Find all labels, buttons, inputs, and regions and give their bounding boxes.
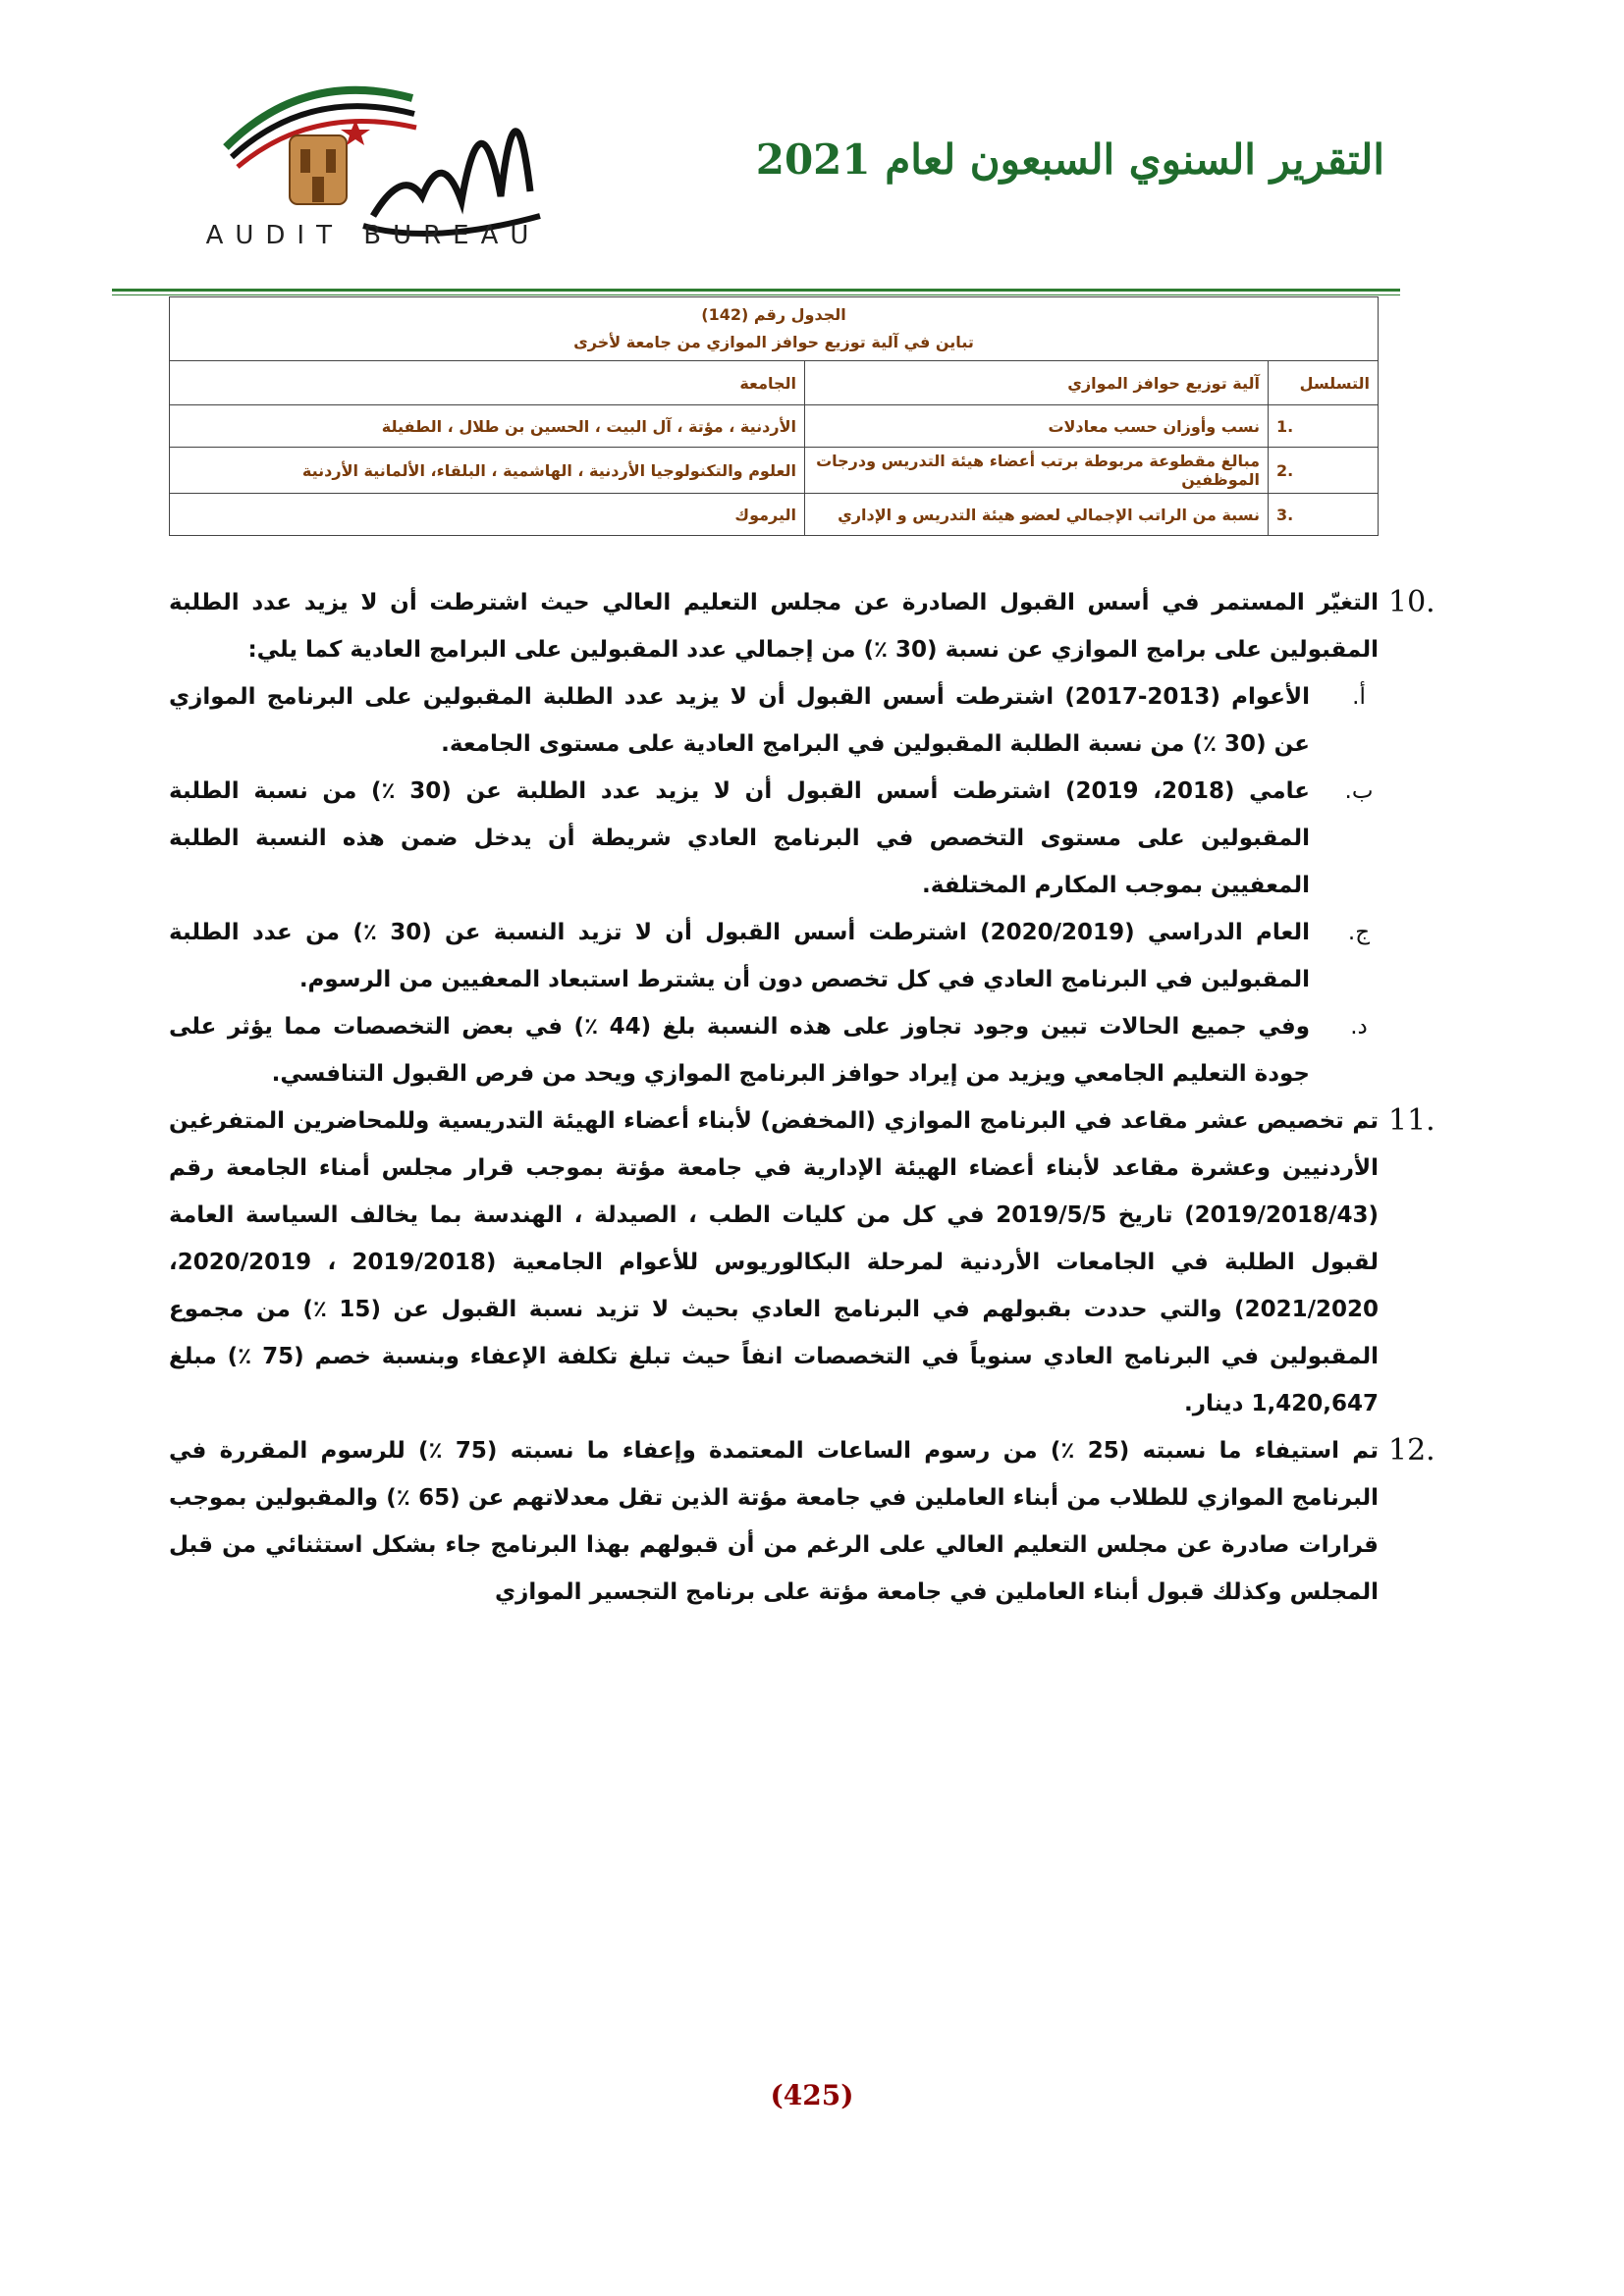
subitem-text: الأعوام (2013-2017) اشترطت أسس القبول أن لا يزيد عدد الطلبة المقبولين على البرنامج الموازي عن (30 ٪) من نسبة الطلبة المقبولين في البرامج العادية على مستوى الجامعة. <box>169 684 1311 757</box>
paragraph-text: التغيّر المستمر في أسس القبول الصادرة عن مجلس التعليم العالي حيث اشترطت أن لا يزيد عدد الطلبة المقبولين على برامج الموازي عن نسبة (30 ٪) من إجمالي عدد المقبولين على البرامج العادية كما يلي: <box>169 590 1379 663</box>
paragraph-number: 10. <box>1388 585 1435 619</box>
cell-seq: 3. <box>1269 494 1379 536</box>
header-rule-thin <box>112 294 1400 295</box>
paragraph-number: 12. <box>1388 1433 1435 1468</box>
cell-mechanism: نسبة من الراتب الإجمالي لعضو هيئة التدريس و الإداري <box>805 494 1269 536</box>
cell-seq: 2. <box>1269 448 1379 494</box>
subitem-a <box>169 673 1379 768</box>
paragraph-text: تم استيفاء ما نسبته (25 ٪) من رسوم الساعات المعتمدة وإعفاء ما نسبته (75 ٪) للرسوم المقررة في البرنامج الموازي للطلاب من أبناء العاملين في جامعة مؤتة الذين تقل معدلاتهم عن (65 ٪) والمقبولين بموجب قرارات صادرة عن مجلس التعليم العالي على الرغم من أن قبولهم بهذا البرنامج جاء بشكل استثنائي من قبل المجلس وكذلك قبول أبناء العاملين في جامعة مؤتة على برنامج التجسير الموازي <box>169 1438 1380 1605</box>
cell-mechanism: نسب وأوزان حسب معادلات <box>805 405 1269 448</box>
table-caption <box>170 297 1379 361</box>
paragraph-12 <box>169 1427 1435 1616</box>
col-header-university: الجامعة <box>170 361 805 405</box>
header-rule <box>112 289 1400 292</box>
report-title: التقرير السنوي السبعون لعام 2021 <box>755 135 1384 184</box>
subitem-c <box>169 909 1379 1003</box>
table-caption-title: تباين في آلية توزيع حوافز الموازي من جامعة لأخرى <box>573 333 974 351</box>
paragraph-10 <box>169 579 1435 673</box>
subitem-letter: ج. <box>1347 920 1371 945</box>
subitem-text: العام الدراسي (2020/2019) اشترطت أسس القبول أن لا تزيد النسبة عن (30 ٪) من عدد الطلبة المقبولين في البرنامج العادي في كل تخصص دون أن يشترط استبعاد المعفيين من الرسوم. <box>169 920 1311 992</box>
subitem-b <box>169 768 1379 909</box>
cell-seq: 1. <box>1269 405 1379 448</box>
table-row <box>170 405 1379 448</box>
subitem-letter: أ. <box>1352 684 1366 710</box>
cell-mechanism: مبالغ مقطوعة مربوطة برتب أعضاء هيئة التدريس ودرجات الموظفين <box>805 448 1269 494</box>
col-header-seq: التسلسل <box>1269 361 1379 405</box>
subitem-letter: ب. <box>1344 778 1374 804</box>
table-142 <box>169 296 1379 536</box>
subitem-d <box>169 1003 1379 1097</box>
subitem-text: عامي (2018، 2019) اشترطت أسس القبول أن لا يزيد عدد الطلبة عن (30 ٪) من نسبة الطلبة المقبولين على مستوى التخصص في البرنامج العادي شريطة أن يدخل ضمن هذه النسبة الطلبة المعفيين بموجب المكارم المختلفة. <box>169 778 1311 898</box>
cell-university: اليرموك <box>170 494 805 536</box>
paragraph-text: تم تخصيص عشر مقاعد في البرنامج الموازي (المخفض) لأبناء أعضاء الهيئة التدريسية وللمحاضرين المتفرغين الأردنيين وعشرة مقاعد لأبناء أعضاء الهيئة الإدارية في جامعة مؤتة بموجب قرار مجلس أمناء الجامعة رقم (2019/2018/43) تاريخ 2019/5/5 في كل من كليات الطب ، الصيدلة ، الهندسة بما يخالف السياسة العامة لقبول الطلبة في الجامعات الأردنية لمرحلة البكالوريوس للأعوام الجامعية (2019/2018 ، 2020/2019، 2021/2020) والتي حددت بقبولهم في البرنامج العادي بحيث لا تزيد نسبة القبول عن (15 ٪) من مجموع المقبولين في البرنامج العادي سنوياً في التخصصات انفاً حيث تبلغ تكلفة الإعفاء وبنسبة خصم (75 ٪) مبلغ 1,420,647 دينار. <box>169 1108 1379 1416</box>
paragraph-11 <box>169 1097 1435 1427</box>
table-row <box>170 448 1379 494</box>
cell-university: الأردنية ، مؤتة ، آل البيت ، الحسين بن طلال ، الطفيلة <box>170 405 805 448</box>
cell-university: العلوم والتكنولوجيا الأردنية ، الهاشمية ، البلقاء، الألمانية الأردنية <box>170 448 805 494</box>
table-row <box>170 494 1379 536</box>
paragraph-number: 11. <box>1388 1103 1435 1138</box>
logo-caption: AUDIT BUREAU <box>205 221 541 250</box>
report-body <box>169 579 1435 1616</box>
subitem-letter: د. <box>1350 1014 1368 1040</box>
col-header-mechanism: آلية توزيع حوافز الموازي <box>805 361 1269 405</box>
table-caption-number: الجدول رقم (142) <box>701 305 846 324</box>
page-number: (425) <box>770 2079 854 2111</box>
subitem-text: وفي جميع الحالات تبين وجود تجاوز على هذه النسبة بلغ (44 ٪) في بعض التخصصات مما يؤثر على جودة التعليم الجامعي ويزيد من إيراد حوافز البرنامج الموازي ويحد من فرص القبول التنافسي. <box>169 1014 1310 1087</box>
